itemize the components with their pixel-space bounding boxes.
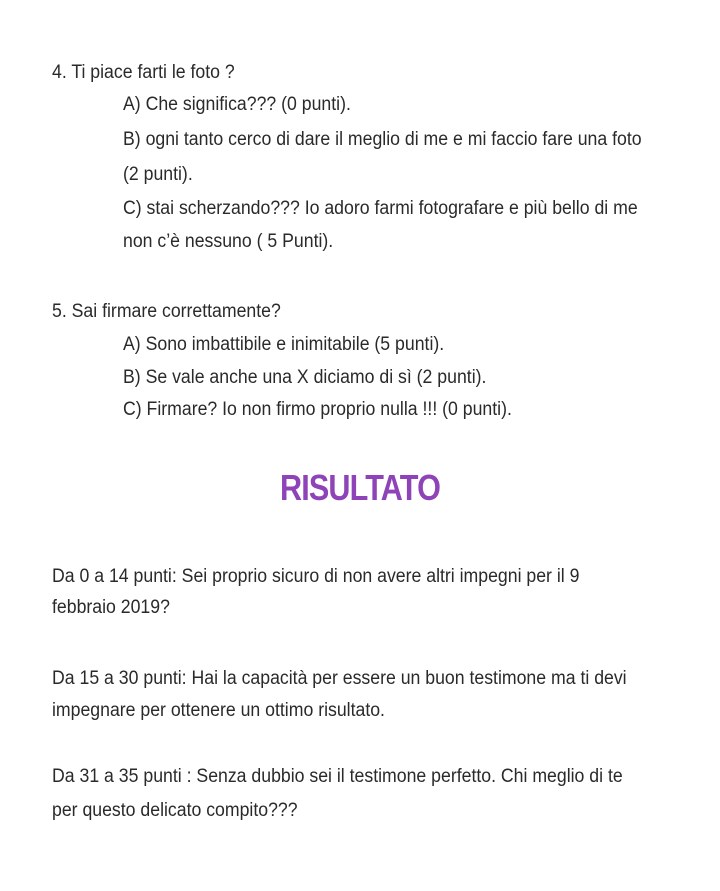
answer-c: C) Firmare? Io non firmo proprio nulla !!! (0 punti). [123, 399, 512, 420]
answer-c-cont: non c’è nessuno ( 5 Punti). [123, 231, 334, 252]
result-mid: Da 15 a 30 punti: Hai la capacità per essere un buon testimone ma ti devi [52, 668, 627, 689]
result-high: Da 31 a 35 punti : Senza dubbio sei il testimone perfetto. Chi meglio di te [52, 766, 623, 787]
result-low-cont: febbraio 2019? [52, 597, 170, 618]
answer-b: B) Se vale anche una X diciamo di sì (2 punti). [123, 367, 487, 388]
answer-a: A) Che significa??? (0 punti). [123, 94, 351, 115]
answer-b-cont: (2 punti). [123, 164, 193, 185]
result-mid-cont: impegnare per ottenere un ottimo risultato. [52, 700, 385, 721]
result-low: Da 0 a 14 punti: Sei proprio sicuro di non avere altri impegni per il 9 [52, 566, 580, 587]
result-heading: RISULTATO [279, 467, 441, 508]
answer-a: A) Sono imbattibile e inimitabile (5 punti). [123, 334, 445, 355]
result-high-cont: per questo delicato compito??? [52, 800, 298, 821]
question-title: 5. Sai firmare correttamente? [52, 301, 281, 322]
answer-c: C) stai scherzando??? Io adoro farmi fotografare e più bello di me [123, 198, 638, 219]
answer-b: B) ogni tanto cerco di dare il meglio di me e mi faccio fare una foto [123, 129, 642, 150]
question-title: 4. Ti piace farti le foto ? [52, 62, 235, 83]
